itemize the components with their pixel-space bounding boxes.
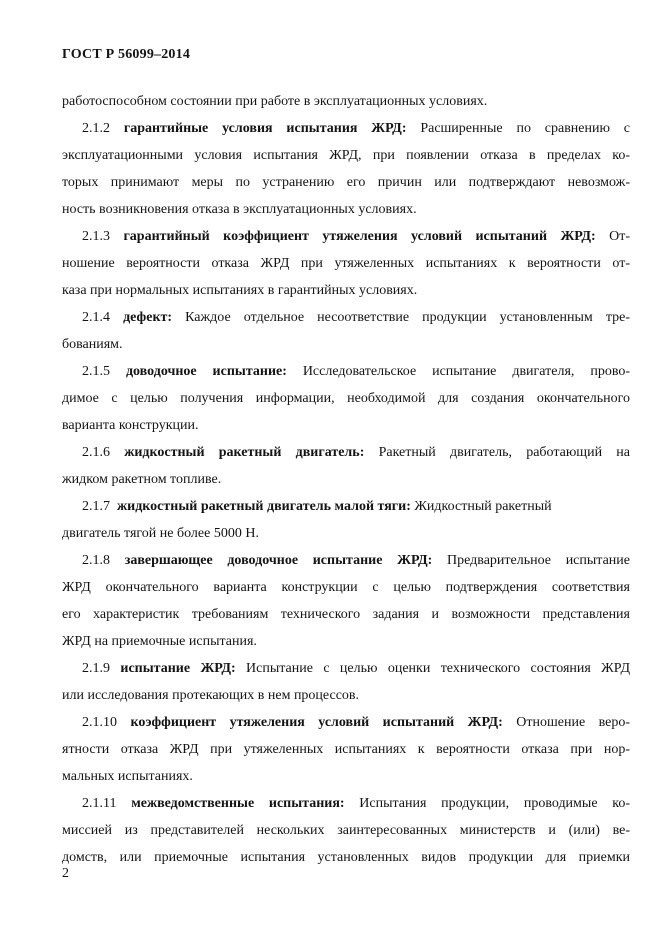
definition-text: Отношение веро- xyxy=(502,715,630,730)
term-name: доводочное испытание: xyxy=(125,364,287,379)
text-line: эксплуатационными условия испытания ЖРД, при появлении отказа в пределах ко- xyxy=(62,148,630,163)
page-number: 2 xyxy=(62,866,69,881)
text-line: или исследования протекающих в нем процессов. xyxy=(62,688,360,703)
text-line: ЖРД окончательного варианта конструкции с целью подтверждения соответствия xyxy=(62,580,630,595)
definition-text: Испытание с целью оценки технического состояния ЖРД xyxy=(235,661,630,676)
text-line: ЖРД на приемочные испытания. xyxy=(62,634,257,649)
text-line: жидком ракетном топливе. xyxy=(62,472,222,487)
text-line xyxy=(62,439,630,466)
clause-number: 2.1.11 xyxy=(82,796,132,811)
term-name: межведомственные испытания: xyxy=(131,796,345,811)
clause-number: 2.1.3 xyxy=(82,229,124,244)
text-line xyxy=(62,547,630,574)
text-line: его характеристик требованиям технического задания и возможности представления xyxy=(62,607,630,622)
definition-text: Исследовательское испытание двигателя, прово- xyxy=(286,364,630,379)
text-line: варианта конструкции. xyxy=(62,418,199,433)
text-line xyxy=(62,115,630,142)
definition-text: Расширенные по сравнению с xyxy=(406,121,630,136)
definition-text: Ракетный двигатель, работающий на xyxy=(364,445,630,460)
text-line: миссией из представителей нескольких заинтересованных министерств и (или) ве- xyxy=(62,823,630,838)
text-line: торых принимают меры по устранению его причин или подтверждают невозмож- xyxy=(62,175,630,190)
text-line: домств, или приемочные испытания установленных видов продукции для приемки xyxy=(62,850,630,865)
clause-number: 2.1.8 xyxy=(82,553,125,568)
term-name: гарантийный коэффициент утяжеления условий испытаний ЖРД: xyxy=(123,229,596,244)
text-line: ношение вероятности отказа ЖРД при утяжеленных испытаниях к вероятности от- xyxy=(62,256,630,271)
text-line: ятности отказа ЖРД при утяжеленных испытаниях к вероятности отказа при нор- xyxy=(62,742,630,757)
text-line xyxy=(62,223,630,250)
term-name: гарантийные условия испытания ЖРД: xyxy=(123,121,407,136)
text-line: мальных испытаниях. xyxy=(62,769,193,784)
term-name: коэффициент утяжеления условий испытаний ЖРД: xyxy=(130,715,503,730)
document-header: ГОСТ Р 56099–2014 xyxy=(62,47,191,62)
clause-number: 2.1.4 xyxy=(82,310,124,325)
clause-number: 2.1.2 xyxy=(82,121,124,136)
text-line: димое с целью получения информации, необходимой для создания окончательного xyxy=(62,391,630,406)
text-line xyxy=(62,493,630,520)
term-name: жидкостный ракетный двигатель: xyxy=(124,445,365,460)
document-body xyxy=(62,88,630,871)
clause-number: 2.1.9 xyxy=(82,661,121,676)
clause-number: 2.1.10 xyxy=(82,715,131,730)
text-line xyxy=(62,709,630,736)
term-name: испытание ЖРД: xyxy=(120,661,236,676)
clause-number: 2.1.7 xyxy=(82,499,117,514)
text-line: бованиям. xyxy=(62,337,123,352)
definition-text: Жидкостный ракетный xyxy=(410,499,552,514)
term-name: жидкостный ракетный двигатель малой тяги: xyxy=(117,499,411,514)
text-line xyxy=(62,304,630,331)
definition-text: Каждое отдельное несоответствие продукции установленным тре- xyxy=(172,310,630,325)
definition-text: От- xyxy=(595,229,630,244)
definition-text: Предварительное испытание xyxy=(432,553,630,568)
text-line: работоспособном состоянии при работе в эксплуатационных условиях. xyxy=(62,94,488,109)
text-line: двигатель тягой не более 5000 Н. xyxy=(62,526,259,541)
text-line xyxy=(62,655,630,682)
text-line: каза при нормальных испытаниях в гарантийных условиях. xyxy=(62,283,418,298)
definition-text: Испытания продукции, проводимые ко- xyxy=(344,796,630,811)
clause-number: 2.1.6 xyxy=(82,445,125,460)
term-name: завершающее доводочное испытание ЖРД: xyxy=(124,553,433,568)
term-name: дефект: xyxy=(123,310,173,325)
text-line: ность возникновения отказа в эксплуатационных условиях. xyxy=(62,202,417,217)
text-line xyxy=(62,790,630,817)
clause-number: 2.1.5 xyxy=(82,364,126,379)
text-line xyxy=(62,358,630,385)
